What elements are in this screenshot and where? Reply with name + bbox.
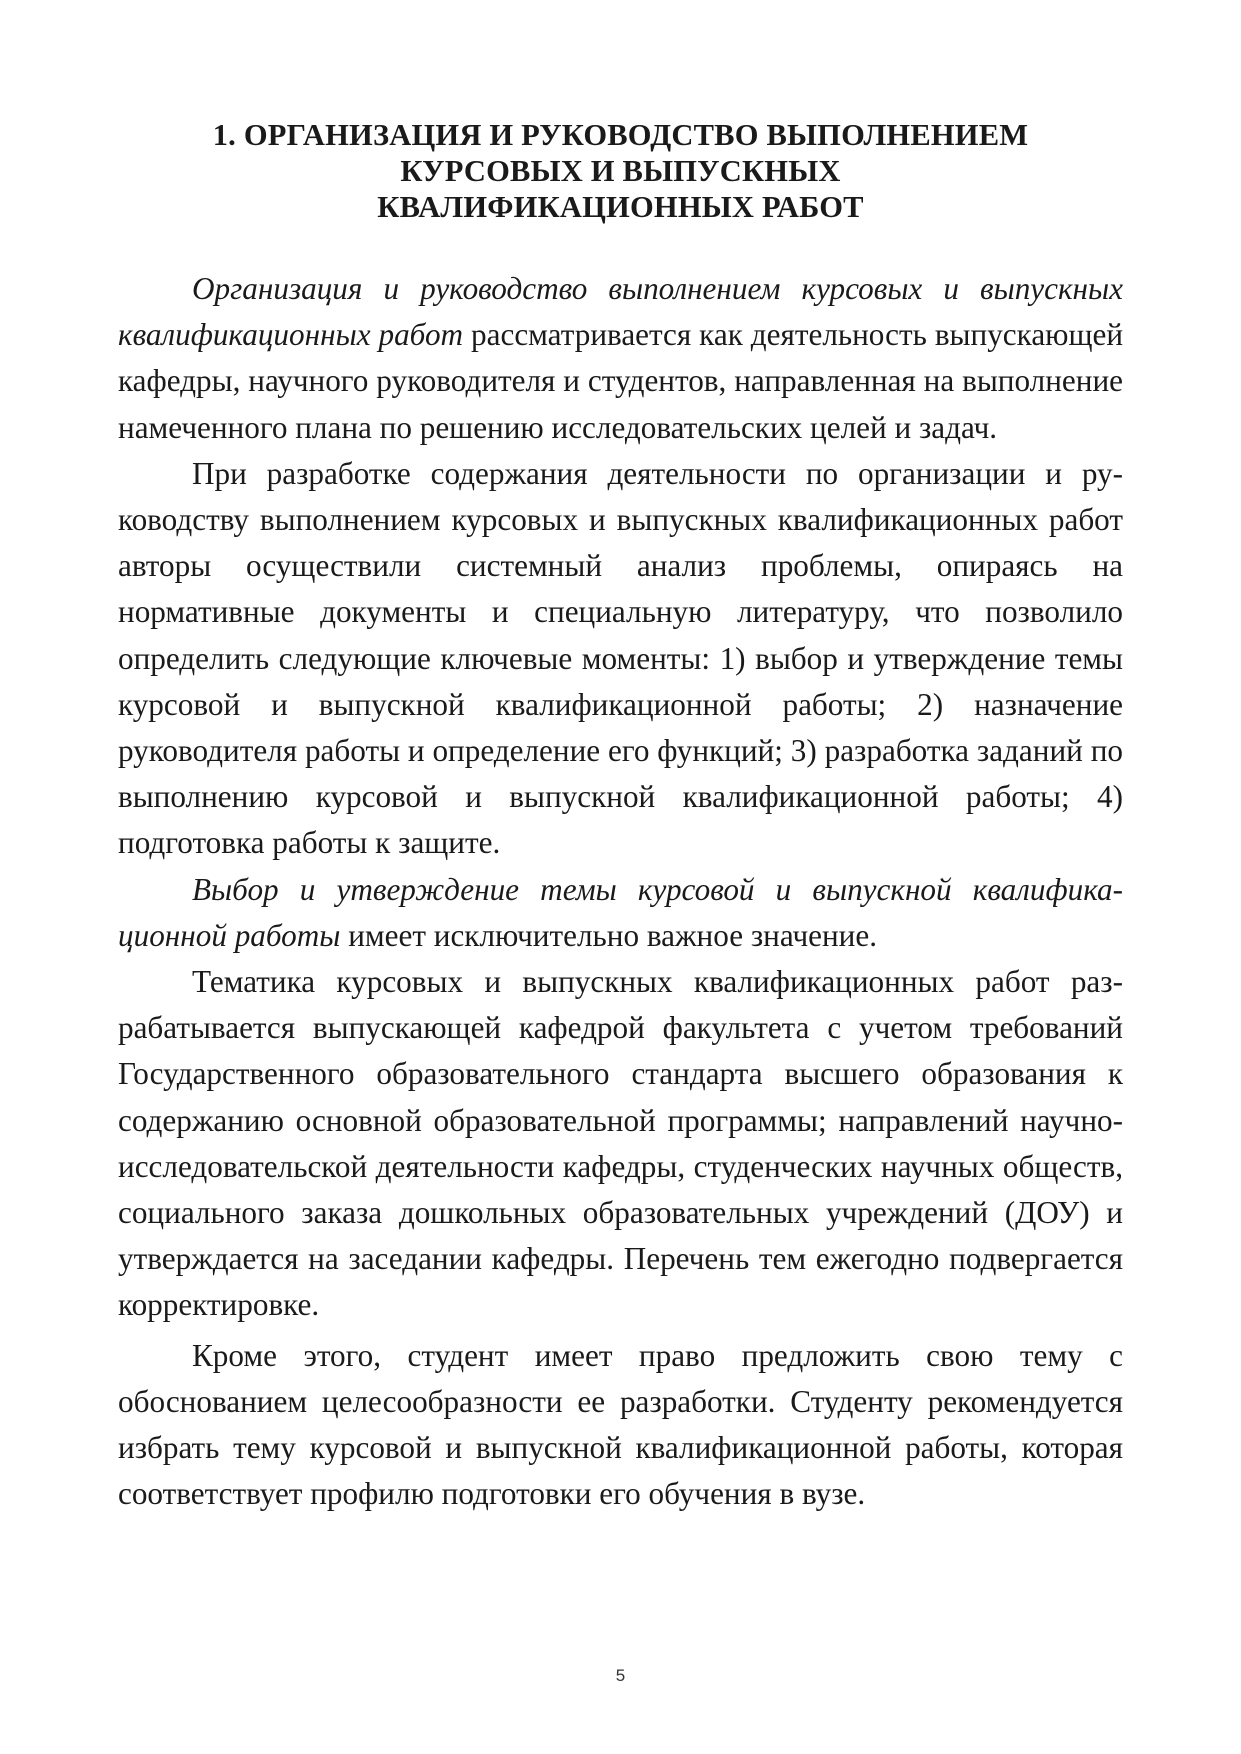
paragraph-1	[118, 266, 1123, 451]
heading-line-1: 1. ОРГАНИЗАЦИЯ И РУКОВОДСТВО ВЫПОЛНЕНИЕМ	[212, 118, 1029, 152]
paragraph-3-text: имеет исключительно важное значение.	[340, 917, 877, 953]
paragraph-4	[118, 959, 1123, 1329]
paragraph-4-text: Тематика курсовых и выпускных квалификационных работ разрабатывается выпускающей кафедрой факультета с учетом требований Государственного образовательного стандарта высшего образования к содержанию основной образовательной программы; направлений научно-исследовательской деятельности кафедры, студенческих научных обществ, социального заказа дошкольных образовательных учреждений (ДОУ) и утверждается на заседании кафедры. Перечень тем ежегодно подвергается корректировке.	[118, 964, 1123, 1323]
body-text	[118, 266, 1123, 1517]
paragraph-2-text: При разработке содержания деятельности по организации и руководству выполнением курсовых и выпускных квалификационных работ авторы осуществили системный анализ проблемы, опираясь на нормативные документы и специальную литературу, что позволило определить следующие ключевые моменты: 1) выбор и утверждение темы курсовой и выпускной квалификационной работы; 2) назначение руководителя работы и определение его функций; 3) разработка заданий по выполнению курсовой и выпускной квалификационной работы; 4) подготовка работы к защите.	[118, 455, 1123, 861]
paragraph-1-text: рассматривается как деятельность выпускающей кафедры, научного руководителя и студентов, направленная на выполнение намеченного плана по решению исследовательских целей и задач.	[118, 317, 1124, 445]
paragraph-3-term: Выбор и утверждение темы курсовой и выпускной квалификационной работы	[118, 871, 1123, 953]
heading-line-2: КУРСОВЫХ И ВЫПУСКНЫХ	[400, 154, 841, 188]
page-number: 5	[615, 1666, 626, 1685]
paragraph-2	[118, 451, 1123, 867]
paragraph-1-term: Организация и руководство выполнением курсовых и выпускных квалификационных работ	[118, 271, 1123, 353]
paragraph-3	[118, 867, 1123, 959]
paragraph-5	[118, 1333, 1123, 1518]
paragraph-5-text: Кроме этого, студент имеет право предложить свою тему с обоснованием целесообразности ее разработки. Студенту рекомендуется избрать тему курсовой и выпускной квалификационной работы, которая соответствует профилю подготовки его обучения в вузе.	[118, 1337, 1123, 1512]
chapter-heading	[118, 117, 1123, 225]
heading-line-3: КВАЛИФИКАЦИОННЫХ РАБОТ	[377, 190, 864, 224]
